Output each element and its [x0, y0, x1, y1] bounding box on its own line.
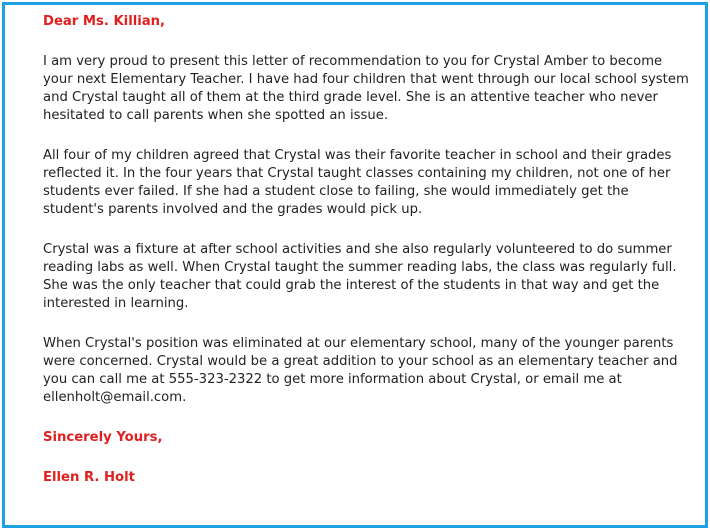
paragraph-3: Crystal was a fixture at after school activities and she also regularly volunteered to do summer reading labs as well. When Crystal taught the summer reading labs, the class was regularly full. She was the only teacher that could grab the interest of the students in that way and get the interested in learning.: [43, 242, 677, 311]
closing: Sincerely Yours,: [43, 430, 163, 445]
letter-body: [43, 13, 693, 487]
paragraph-1: I am very proud to present this letter of recommendation to you for Crystal Amber to become your next Elementary Teacher. I have had four children that went through our local school system and Crystal taught all of them at the third grade level. She is an attentive teacher who never hesitated to call parents when she spotted an issue.: [43, 54, 689, 123]
paragraph-4: When Crystal's position was eliminated at our elementary school, many of the younger parents were concerned. Crystal would be a great addition to your school as an elementary teacher and you can call me at 555-323-2322 to get more information about Crystal, or email me at ellenholt@email.com.: [43, 336, 678, 405]
paragraph-2: All four of my children agreed that Crystal was their favorite teacher in school and their grades reflected it. In the four years that Crystal taught classes containing my children, not one of her students ever failed. If she had a student close to failing, she would immediately get the student's parents involved and the grades would pick up.: [43, 148, 672, 217]
salutation: Dear Ms. Killian,: [43, 14, 166, 29]
signature-name: Ellen R. Holt: [43, 470, 135, 485]
letter-frame: [2, 2, 708, 528]
